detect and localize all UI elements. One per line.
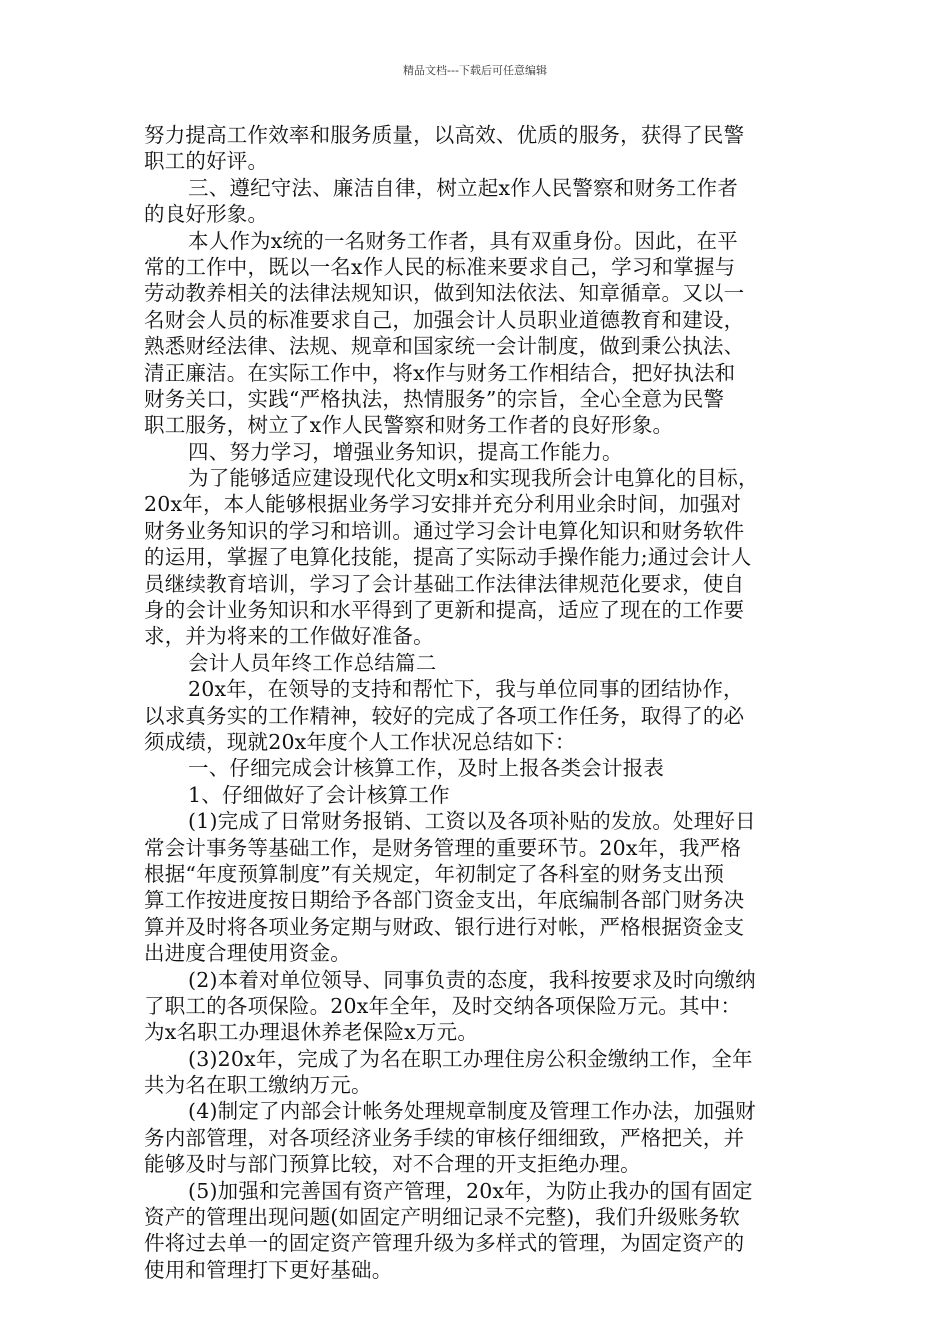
text-line: 的运用，掌握了电算化技能，提高了实际动手操作能力;通过会计人 [144, 545, 752, 570]
text-line: 件将过去单一的固定资产管理升级为多样式的管理，为固定资产的 [144, 1231, 745, 1256]
text-line: 算工作按进度按日期给予各部门资金支出，年底编制各部门财务决 [144, 888, 745, 913]
text-line: 为x名职工办理退休养老保险x万元。 [144, 1020, 479, 1045]
text-line: 常的工作中，既以一名x作人民的标准来要求自己，学习和掌握与 [144, 254, 736, 279]
text-line: 名财会人员的标准要求自己，加强会计人员职业道德教育和建设， [144, 307, 745, 332]
text-line: 20x年，本人能够根据业务学习安排并充分利用业余时间，加强对 [144, 492, 742, 517]
text-line: 能够及时与部门预算比较，对不合理的开支拒绝办理。 [144, 1152, 641, 1177]
text-line: (1)完成了日常财务报销、工资以及各项补贴的发放。处理好日 [188, 809, 756, 834]
text-line: 努力提高工作效率和服务质量，以高效、优质的服务，获得了民警 [144, 123, 745, 147]
text-line: (5)加强和完善国有资产管理，20x年，为防止我办的国有固定 [188, 1178, 753, 1203]
text-line: 算并及时将各项业务定期与财政、银行进行对帐，严格根据资金支 [144, 914, 745, 939]
text-line: 的良好形象。 [144, 202, 269, 227]
text-line: (3)20x年，完成了为名在职工办理住房公积金缴纳工作，全年 [188, 1046, 753, 1071]
text-line: 会计人员年终工作总结篇二 [188, 650, 437, 675]
text-line: 务内部管理，对各项经济业务手续的审核仔细细致，严格把关，并 [144, 1125, 745, 1150]
text-line: 1、仔细做好了会计核算工作 [188, 782, 450, 807]
text-line: 员继续教育培训，学习了会计基础工作法律法律规范化要求，使自 [144, 571, 745, 596]
text-line: 四、努力学习，增强业务知识，提高工作能力。 [188, 439, 623, 464]
document-body [144, 122, 809, 1283]
text-line: (4)制定了内部会计帐务处理规章制度及管理工作办法，加强财 [188, 1099, 756, 1124]
text-line: 共为名在职工缴纳万元。 [144, 1073, 372, 1098]
text-line: 使用和管理打下更好基础。 [144, 1257, 393, 1282]
text-line: 出进度合理使用资金。 [144, 941, 351, 966]
text-line: 一、仔细完成会计核算工作，及时上报各类会计报表 [188, 756, 665, 781]
text-line: 三、遵纪守法、廉洁自律，树立起x作人民警察和财务工作者 [188, 175, 738, 200]
text-line: 财务关口，实践“严格执法，热情服务”的宗旨，全心全意为民警 [144, 386, 725, 411]
text-line: 常会计事务等基础工作，是财务管理的重要环节。20x年，我严格 [144, 835, 742, 860]
text-line: 根据“年度预算制度”有关规定，年初制定了各科室的财务支出预 [144, 861, 725, 886]
text-line: 以求真务实的工作精神，较好的完成了各项工作任务，取得了的必 [144, 703, 745, 728]
text-line: 为了能够适应建设现代化文明x和实现我所会计电算化的目标， [188, 466, 759, 491]
text-line: 资产的管理出现问题(如固定产明细记录不完整)，我们升级账务软 [144, 1205, 740, 1230]
text-line: 求，并为将来的工作做好准备。 [144, 624, 434, 649]
text-line: 职工的好评。 [144, 149, 269, 174]
text-line: 熟悉财经法律、法规、规章和国家统一会计制度，做到秉公执法、 [144, 334, 745, 359]
text-line: 劳动教养相关的法律法规知识，做到知法依法、知章循章。又以一 [144, 281, 745, 306]
text-line: 身的会计业务知识和水平得到了更新和提高，适应了现在的工作要 [144, 598, 745, 623]
text-line: 本人作为x统的一名财务工作者，具有双重身份。因此，在平 [188, 228, 738, 253]
text-line: (2)本着对单位领导、同事负责的态度，我科按要求及时向缴纳 [188, 967, 756, 992]
text-line: 20x年，在领导的支持和帮忙下，我与单位同事的团结协作， [188, 677, 744, 702]
text-line: 须成绩，现就20x年度个人工作状况总结如下： [144, 729, 576, 754]
page-header: 精品文档---下载后可任意编辑 [403, 64, 547, 77]
text-line: 了职工的各项保险。20x年全年，及时交纳各项保险万元。其中： [144, 993, 742, 1018]
text-line: 财务业务知识的学习和培训。通过学习会计电算化知识和财务软件 [144, 518, 745, 543]
text-line: 职工服务，树立了x作人民警察和财务工作者的良好形象。 [144, 413, 674, 438]
text-line: 清正廉洁。在实际工作中，将x作与财务工作相结合，把好执法和 [144, 360, 736, 385]
